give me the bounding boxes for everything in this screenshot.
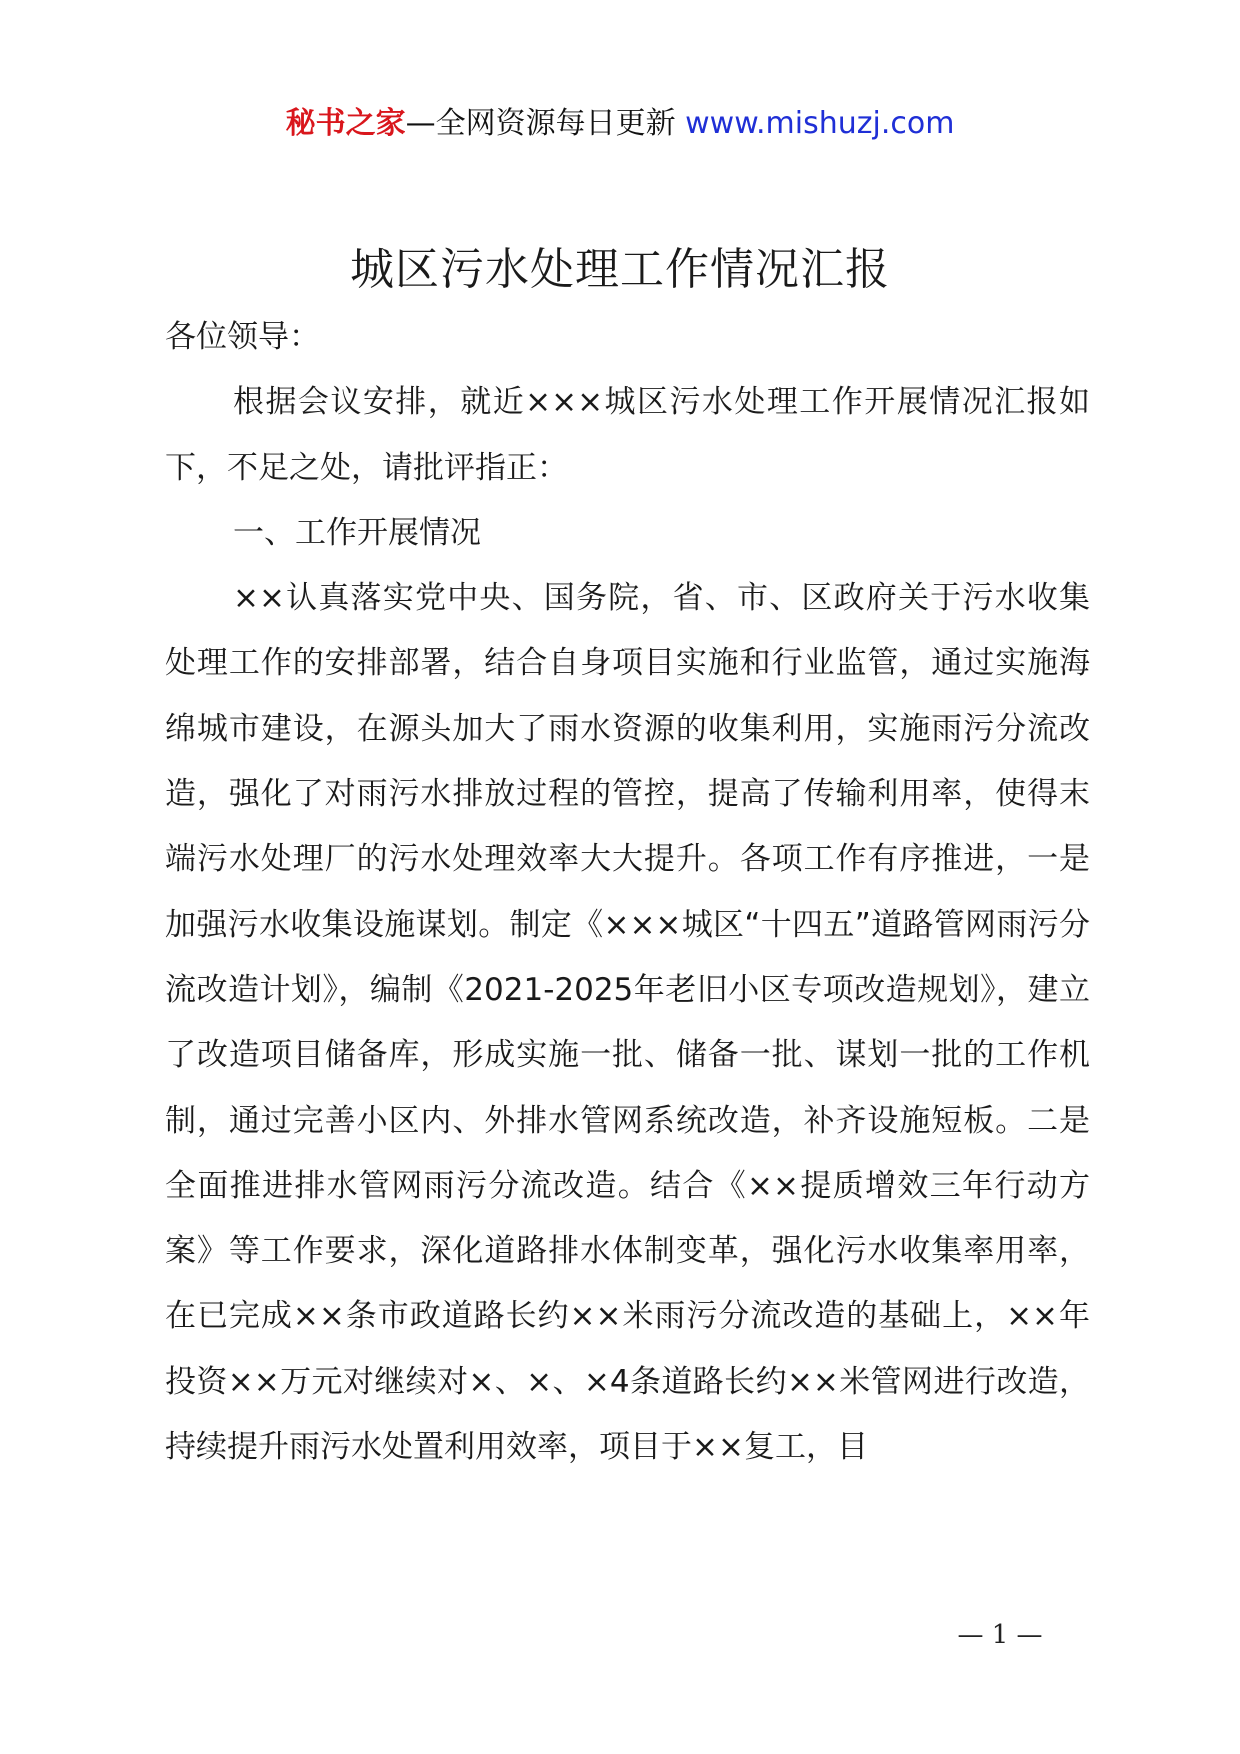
document-title: 城区污水处理工作情况汇报 — [350, 244, 890, 295]
document-body — [165, 305, 1090, 1480]
site-url-link[interactable]: www.mishuzj.com — [685, 106, 955, 141]
page-number: — 1 — — [957, 1620, 1043, 1650]
brand-name: 秘书之家 — [285, 106, 406, 141]
section-heading: 一、工作开展情况 — [233, 514, 481, 551]
body-paragraph: ××认真落实党中央、国务院，省、市、区政府关于污水收集处理工作的安排部署，结合自身项目实施和行业监管，通过实施海绵城市建设，在源头加大了雨水资源的收集利用，实施雨污分流改造，强化了对雨污水排放过程的管控，提高了传输利用率，使得末端污水处理厂的污水处理效率大大提升。各项工作有序推进，一是加强污水收集设施谋划。制定《×××城区“十四五”道路管网雨污分流改造计划》，编制《2021-2025年老旧小区专项改造规划》，建立了改造项目储备库，形成实施一批、储备一批、谋划一批的工作机制，通过完善小区内、外排水管网系统改造，补齐设施短板。二是全面推进排水管网雨污分流改造。结合《××提质增效三年行动方案》等工作要求，深化道路排水体制变革，强化污水收集率用率，在已完成××条市政道路长约××米雨污分流改造的基础上，××年投资××万元对继续对×、×、×4条道路长约××米管网进行改造，持续提升雨污水处置利用效率，项目于××复工，目 — [165, 580, 1090, 1466]
intro-paragraph: 根据会议安排，就近×××城区污水处理工作开展情况汇报如下，不足之处，请批评指正： — [165, 384, 1090, 486]
site-banner — [0, 100, 1240, 148]
salutation: 各位领导： — [165, 319, 320, 355]
banner-tagline: —全网资源每日更新 — [405, 106, 676, 141]
